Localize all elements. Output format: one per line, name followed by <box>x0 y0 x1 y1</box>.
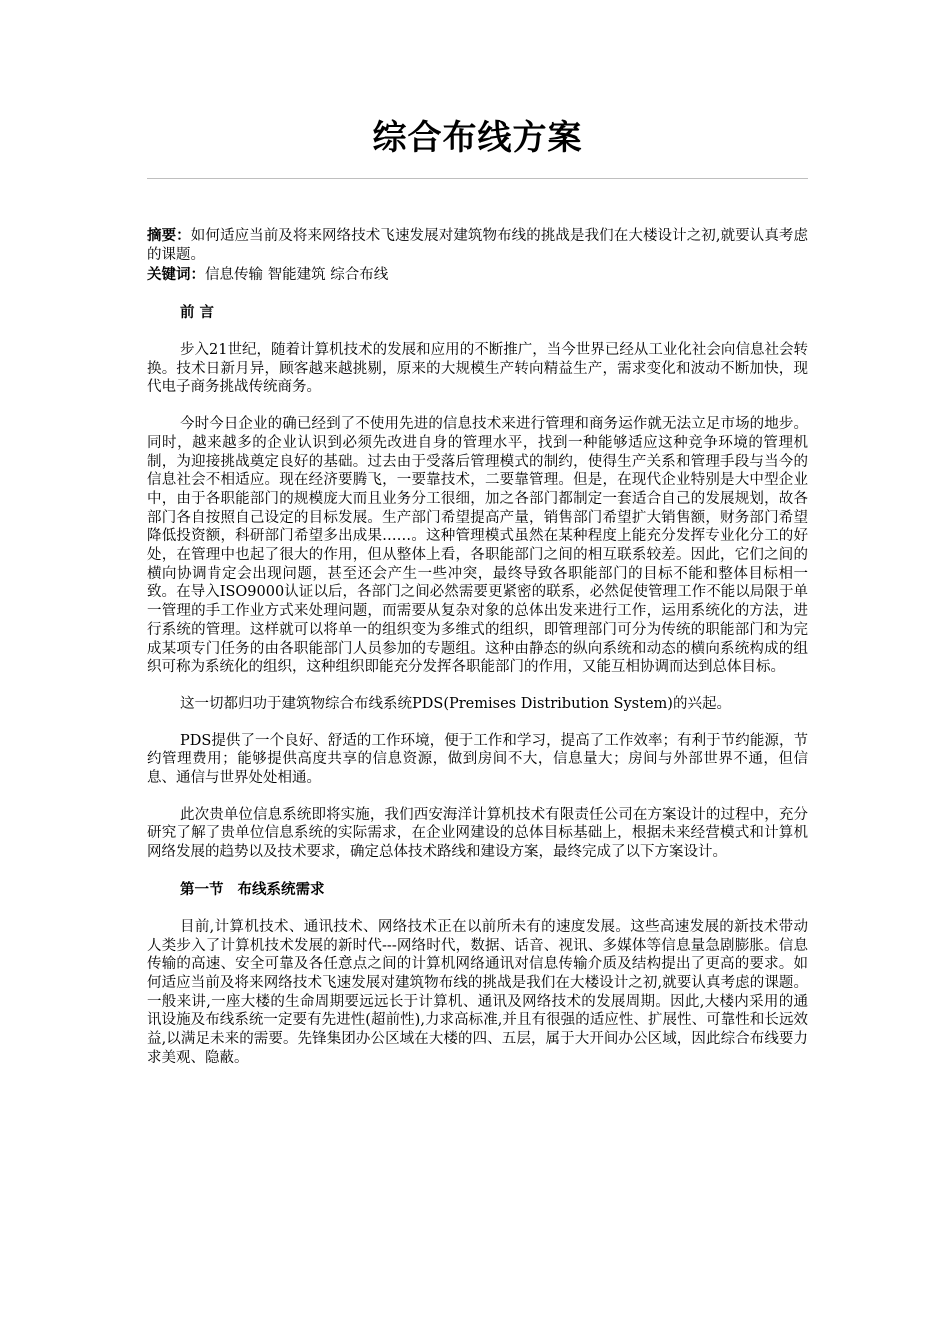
abstract <box>147 226 808 265</box>
keywords-label: 关键词： <box>147 266 205 283</box>
preface-paragraph: 今时今日企业的确已经到了不使用先进的信息技术来进行管理和商务运作就无法立足市场的地步。同时，越来越多的企业认识到必须先改进自身的管理水平，找到一种能够适应这种竞争环境的管理机制，为迎接挑战奠定良好的基础。过去由于受落后管理模式的制约，使得生产关系和管理手段与当今的信息社会不相适应。现在经济要腾飞，一要靠技术，二要靠管理。但是，在现代企业特别是大中型企业中，由于各职能部门的规模庞大而且业务分工很细，加之各部门都制定一套适合自己的发展规划，故各部门各自按照自己设定的目标发展。生产部门希望提高产量，销售部门希望扩大销售额，财务部门希望降低投资额，科研部门希望多出成果……。这种管理模式虽然在某种程度上能充分发挥专业化分工的好处，在管理中也起了很大的作用，但从整体上看，各职能部门之间的相互联系较差。因此，它们之间的横向协调肯定会出现问题，甚至还会产生一些冲突，最终导致各职能部门的目标不能和整体目标相一致。在导入ISO9000认证以后，各部门之间必然需要更紧密的联系，必然促使管理工作不能以局限于单一管理的手工作业方式来处理问题，而需要从复杂对象的总体出发来进行工作，运用系统化的方法，进行系统的管理。这样就可以将单一的组织变为多维式的组织，即管理部门可分为传统的职能部门和为完成某项专门任务的由各职能部门人员参加的专题组。这种由静态的纵向系统和动态的横向系统构成的组织可称为系统化的组织，这种组织即能充分发挥各职能部门的作用，又能互相协调而达到总体目标。 <box>147 416 808 676</box>
title-divider <box>147 178 808 179</box>
section-number: 第一节 <box>180 880 224 898</box>
preface-paragraph: 这一切都归功于建筑物综合布线系统PDS(Premises Distribution System)的兴起。 <box>180 695 731 712</box>
section-paragraph: 目前,计算机技术、通讯技术、网络技术正在以前所未有的速度发展。这些高速发展的新技术带动人类步入了计算机技术发展的新时代---网络时代，数据、话音、视讯、多媒体等信息量急剧膨胀。信息传输的高速、安全可靠及各任意点之间的计算机网络通讯对信息传输介质及结构提出了更高的要求。如何适应当前及将来网络技术飞速发展对建筑物布线的挑战是我们在大楼设计之初,就要认真考虑的课题。一般来讲,一座大楼的生命周期要远远长于计算机、通讯及网络技术的发展周期。因此,大楼内采用的通讯设施及布线系统一定要有先进性(超前性),力求高标准,并且有很强的适应性、扩展性、可靠性和长远效益,以满足未来的需要。先锋集团办公区域在大楼的四、五层，属于大开间办公区域，因此综合布线要力求美观、隐蔽。 <box>147 918 808 1066</box>
preface-paragraph: 步入21世纪，随着计算机技术的发展和应用的不断推广，当今世界已经从工业化社会向信息社会转换。技术日新月异，顾客越来越挑剔，原来的大规模生产转向精益生产，需求变化和波动不断加快，现代电子商务挑战传统商务。 <box>147 342 808 396</box>
preface-paragraph: PDS提供了一个良好、舒适的工作环境，便于工作和学习，提高了工作效率；有利于节约能源，节约管理费用；能够提供高度共享的信息资源，做到房间不大，信息量大；房间与外部世界不通，但信息、通信与世界处处相通。 <box>147 732 808 787</box>
keywords <box>147 265 808 285</box>
section-title: 布线系统需求 <box>237 880 325 898</box>
preface-paragraph: 此次贵单位信息系统即将实施，我们西安海洋计算机技术有限责任公司在方案设计的过程中，充分研究了解了贵单位信息系统的实际需求，在企业网建设的总体目标基础上，根据未来经营模式和计算机网络发展的趋势以及技术要求，确定总体技术路线和建设方案，最终完成了以下方案设计。 <box>147 806 808 861</box>
document-title: 综合布线方案 <box>372 118 583 158</box>
abstract-label: 摘要： <box>147 227 191 244</box>
preface-heading: 前 言 <box>180 304 215 321</box>
document-page <box>147 108 808 1068</box>
document-meta <box>147 226 808 285</box>
section-heading <box>147 880 808 899</box>
abstract-text: 如何适应当前及将来网络技术飞速发展对建筑物布线的挑战是我们在大楼设计之初,就要认真考虑的课题。 <box>147 228 809 263</box>
keywords-text: 信息传输 智能建筑 综合布线 <box>205 267 389 283</box>
